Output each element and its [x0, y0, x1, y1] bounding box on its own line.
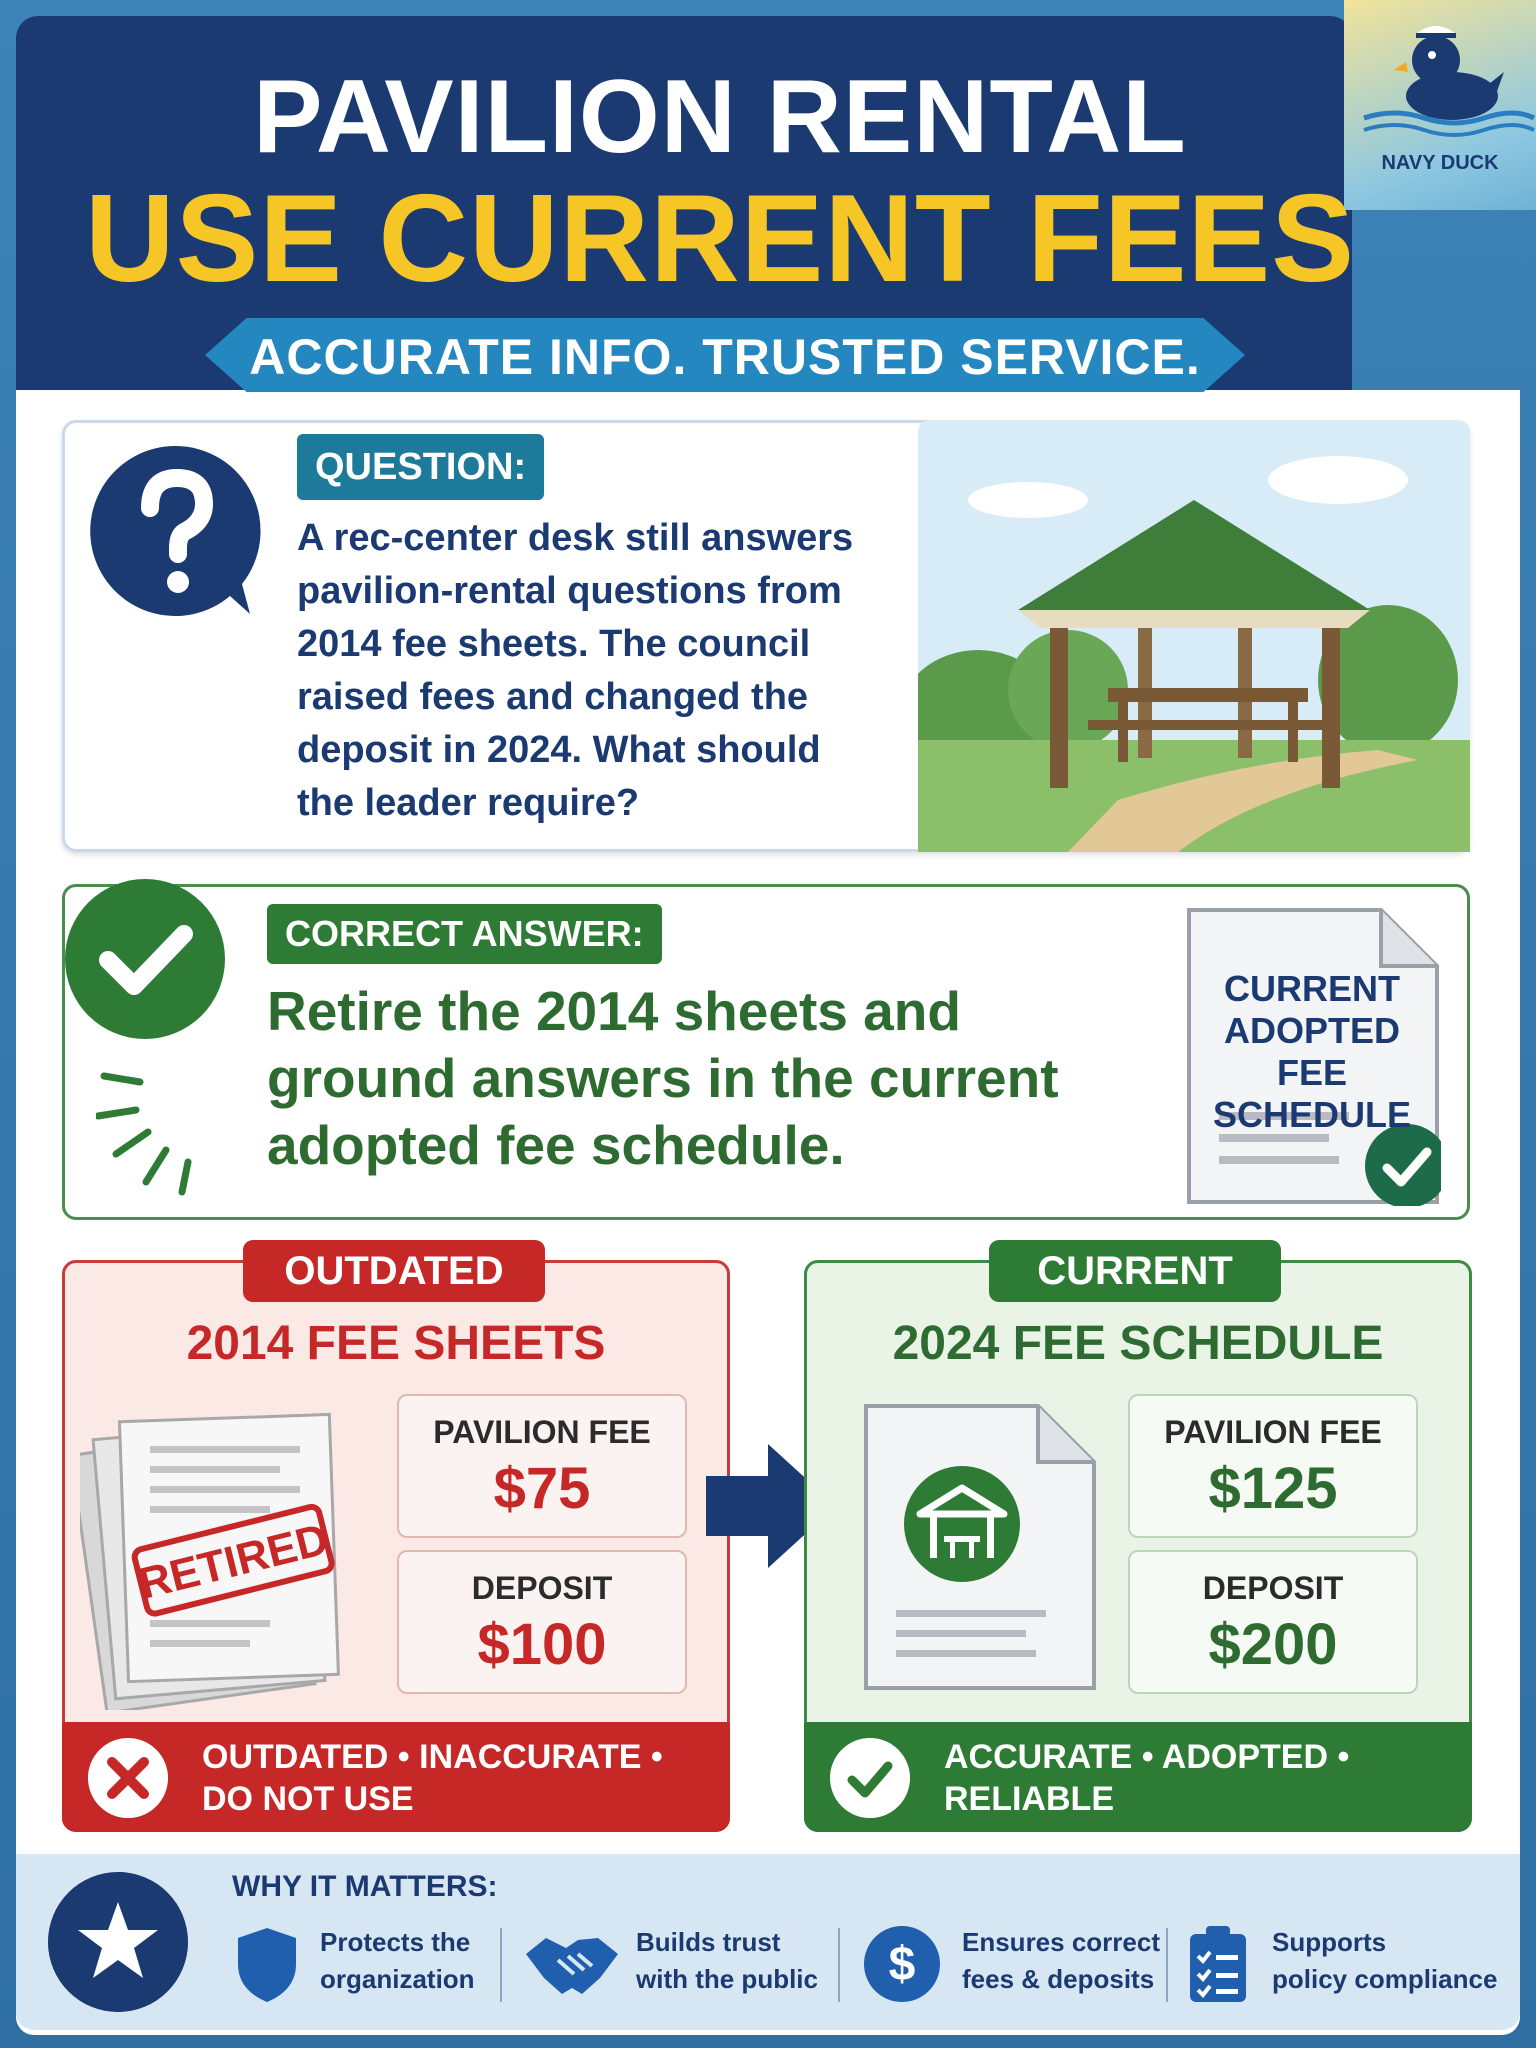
- deposit-value: $200: [1208, 1612, 1338, 1677]
- checkmark-circle-icon: [60, 874, 230, 1044]
- document-label: [1187, 968, 1437, 1136]
- strip-line: OUTDATED • INACCURATE •: [202, 1738, 663, 1776]
- check-circle-icon: [830, 1738, 910, 1818]
- fee-value: $75: [493, 1456, 591, 1521]
- divider: [1166, 1928, 1168, 2002]
- title-line2: USE CURRENT FEES: [85, 170, 1355, 308]
- strip-line: ACCURATE • ADOPTED •: [944, 1738, 1350, 1776]
- why-item-fees: [962, 1924, 1160, 1998]
- tagline-ribbon: [205, 318, 1245, 392]
- why-line: with the public: [636, 1964, 818, 1994]
- deposit-label: DEPOSIT: [471, 1570, 613, 1606]
- deposit-label: DEPOSIT: [1202, 1570, 1344, 1606]
- divider: [838, 1928, 840, 2002]
- question-line: deposit in 2024. What should: [297, 729, 821, 771]
- question-line: raised fees and changed the: [297, 676, 809, 718]
- why-line: fees & deposits: [962, 1964, 1155, 1994]
- answer-line: ground answers in the current: [267, 1047, 1059, 1109]
- why-line: Protects the: [320, 1927, 471, 1957]
- why-item-protects: [320, 1924, 475, 1998]
- document-label-line: ADOPTED FEE: [1223, 1010, 1400, 1093]
- question-bubble-icon: [80, 436, 270, 626]
- divider: [500, 1928, 502, 2002]
- document-label-line: SCHEDULE: [1212, 1094, 1412, 1135]
- current-status-strip: [804, 1722, 1472, 1832]
- why-line: Builds trust: [636, 1927, 781, 1957]
- outdated-deposit-box: [397, 1550, 687, 1694]
- why-line: policy compliance: [1272, 1964, 1498, 1994]
- burst-lines-icon: [96, 1066, 196, 1206]
- why-line: organization: [320, 1964, 475, 1994]
- dollar-icon: [862, 1924, 942, 2004]
- answer-line: Retire the 2014 sheets and: [267, 980, 961, 1042]
- ribbon-text: ACCURATE INFO. TRUSTED SERVICE.: [249, 329, 1201, 385]
- x-circle-icon: [88, 1738, 168, 1818]
- question-line: 2014 fee sheets. The council: [297, 623, 811, 665]
- question-line: A rec-center desk still answers: [297, 517, 854, 559]
- checklist-icon: [1186, 1924, 1250, 2004]
- deposit-value: $100: [477, 1612, 607, 1677]
- why-line: Ensures correct: [962, 1927, 1160, 1957]
- answer-tag: CORRECT ANSWER:: [267, 904, 662, 964]
- star-icon: [48, 1872, 188, 2012]
- why-item-trust: [636, 1924, 818, 1998]
- fee-label: PAVILION FEE: [1164, 1414, 1382, 1450]
- retired-stamp-text: RETIRED: [133, 1514, 334, 1609]
- fee-label: PAVILION FEE: [433, 1414, 651, 1450]
- outdated-title: 2014 FEE SHEETS: [186, 1317, 606, 1370]
- current-pavilion-fee-box: [1128, 1394, 1418, 1538]
- question-text: [297, 512, 937, 830]
- fee-value: $125: [1208, 1456, 1338, 1521]
- logo-label: NAVY DUCK: [1381, 152, 1499, 174]
- current-tag: CURRENT: [989, 1240, 1281, 1302]
- outdated-status-strip: [62, 1722, 730, 1832]
- outdated-tag: OUTDATED: [243, 1240, 545, 1302]
- why-line: Supports: [1272, 1927, 1387, 1957]
- document-label-line: CURRENT: [1224, 968, 1400, 1009]
- svg-text:$: $: [888, 1938, 916, 1991]
- answer-line: adopted fee schedule.: [267, 1114, 845, 1176]
- strip-line: DO NOT USE: [202, 1780, 414, 1818]
- answer-text: [267, 978, 1147, 1179]
- outdated-pavilion-fee-box: [397, 1394, 687, 1538]
- why-title: WHY IT MATTERS:: [232, 1870, 498, 1903]
- title-line1: PAVILION RENTAL: [253, 59, 1187, 175]
- strip-line: RELIABLE: [944, 1780, 1114, 1818]
- handshake-icon: [522, 1924, 622, 2004]
- why-item-compliance: [1272, 1924, 1497, 1998]
- question-tag: QUESTION:: [297, 434, 544, 500]
- retired-sheets-icon: [80, 1400, 380, 1710]
- current-title: 2024 FEE SCHEDULE: [892, 1317, 1384, 1370]
- shield-icon: [232, 1924, 302, 2004]
- question-line: pavilion-rental questions from: [297, 570, 842, 612]
- question-line: the leader require?: [297, 782, 640, 824]
- current-schedule-document-icon: [862, 1402, 1098, 1692]
- current-deposit-box: [1128, 1550, 1418, 1694]
- pavilion-scene-image: [918, 420, 1470, 852]
